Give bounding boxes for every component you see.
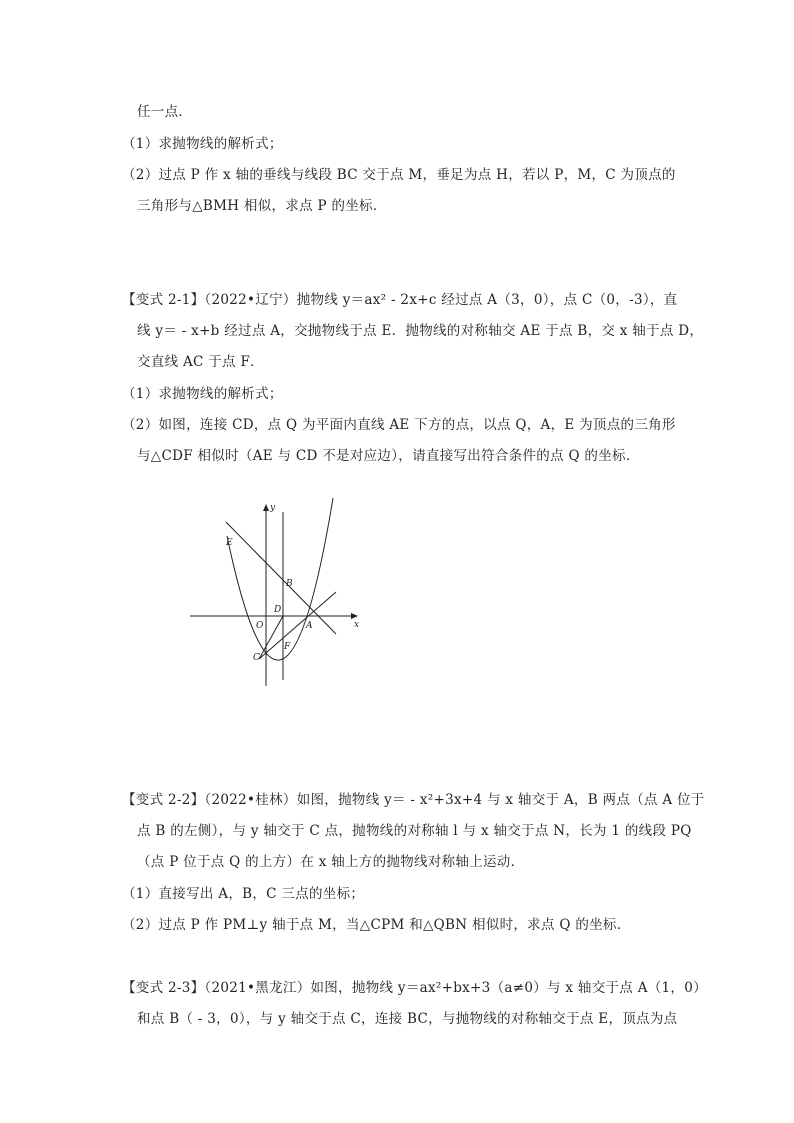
text-line: 与△CDF 相似时（AE 与 CD 不是对应边），请直接写出符合条件的点 Q 的坐标． xyxy=(137,448,640,464)
label-c: C xyxy=(253,653,260,663)
text-line: （2）如图，连接 CD，点 Q 为平面内直线 AE 下方的点，以点 Q，A，E 为顶点的三角形 xyxy=(122,417,676,433)
figure-svg xyxy=(186,498,362,692)
exercise-heading: 【变式 2-1】（2022•辽宁）抛物线 y＝ax² - 2x+c 经过点 A（3，0），点 C（0，-3），直 xyxy=(122,292,678,308)
label-x: x xyxy=(354,620,360,630)
label-d: D xyxy=(274,605,282,615)
text-line: （1）求抛物线的解析式； xyxy=(122,386,283,402)
text-line: 点 B 的左侧），与 y 轴交于 C 点，抛物线的对称轴 l 与 x 轴交于点 N，长为 1 的线段 PQ xyxy=(137,823,692,839)
exercise-heading: 【变式 2-2】（2022•桂林）如图，抛物线 y＝ - x²+3x+4 与 x 轴交于 A，B 两点（点 A 位于 xyxy=(122,792,705,808)
label-f: F xyxy=(284,642,291,652)
exercise-heading: 【变式 2-3】（2021•黑龙江）如图，抛物线 y＝ax²+bx+3（a≠0）与 x 轴交于点 A（1，0） xyxy=(122,980,707,996)
text-line: （2）过点 P 作 x 轴的垂线与线段 BC 交于点 M，垂足为点 H，若以 P，M，C 为顶点的 xyxy=(122,167,676,183)
label-y: y xyxy=(270,503,276,513)
label-e: E xyxy=(226,538,233,548)
line-ac xyxy=(259,592,336,659)
text-line: 任一点． xyxy=(137,104,193,120)
text-line: （2）过点 P 作 PM⊥y 轴于点 M，当△CPM 和△QBN 相似时，求点 Q 的坐标． xyxy=(122,917,631,933)
label-b: B xyxy=(286,579,293,589)
x-axis-arrow xyxy=(351,613,358,619)
text-line: 和点 B（ - 3，0），与 y 轴交于点 C，连接 BC，与抛物线的对称轴交于点 E，顶点为点 xyxy=(137,1011,678,1027)
text-line: 交直线 AC 于点 F． xyxy=(137,354,264,370)
text-line: （1）直接写出 A，B，C 三点的坐标； xyxy=(122,886,365,902)
text-line: 线 y＝ - x+b 经过点 A，交抛物线于点 E．抛物线的对称轴交 AE 于点 B，交 x 轴于点 D， xyxy=(137,323,704,339)
text-line: （1）求抛物线的解析式； xyxy=(122,136,283,152)
label-a: A xyxy=(306,621,313,631)
label-o: O xyxy=(256,621,264,631)
text-line: （点 P 位于点 Q 的上方）在 x 轴上方的抛物线对称轴上运动． xyxy=(137,854,525,870)
parabola-figure xyxy=(186,498,362,692)
y-axis-arrow xyxy=(263,504,269,511)
line-ae xyxy=(226,522,336,634)
parabola-curve xyxy=(227,498,333,660)
text-line: 三角形与△BMH 相似，求点 P 的坐标． xyxy=(137,198,387,214)
